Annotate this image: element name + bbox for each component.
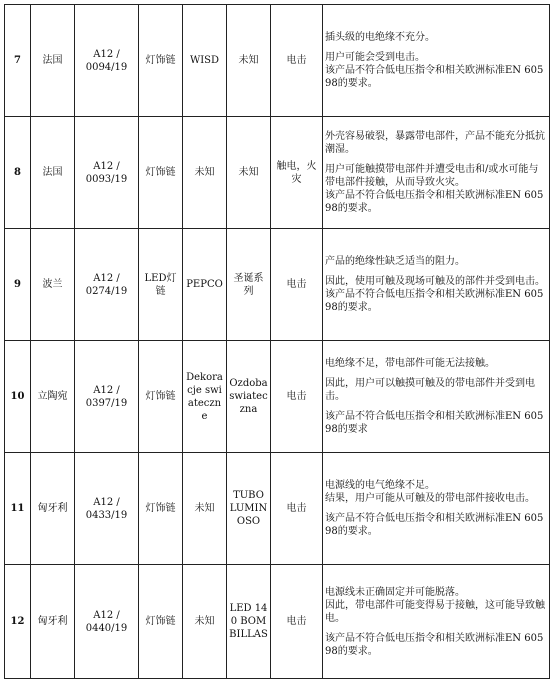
table-row — [5, 229, 550, 341]
brand-cell: WISD — [183, 5, 227, 117]
row-number: 8 — [5, 117, 31, 229]
country-cell: 匈牙利 — [31, 565, 75, 679]
model-cell: 未知 — [227, 5, 271, 117]
description-cell — [323, 341, 550, 453]
description-cell — [323, 229, 550, 341]
recall-table-body — [5, 5, 550, 679]
reference-cell: A12 / 0440/19 — [75, 565, 139, 679]
description-paragraph: 电源线未正确固定并可能脱落。 因此，带电部件可能变得易于接触，这可能导致触电。 — [325, 586, 545, 624]
brand-cell: Dekoracje swiateczne — [183, 341, 227, 453]
product-cell: 灯饰链 — [139, 5, 183, 117]
risk-cell: 电击 — [271, 565, 323, 679]
brand-cell: 未知 — [183, 117, 227, 229]
description-paragraph: 插头级的电绝缘不充分。 — [325, 32, 435, 43]
description-paragraph: 该产品不符合低电压指令和相关欧洲标准EN 60598的要求。 — [325, 513, 544, 537]
model-cell: 未知 — [227, 117, 271, 229]
country-cell: 法国 — [31, 117, 75, 229]
product-cell: 灯饰链 — [139, 341, 183, 453]
description-paragraph: 产品的绝缘性缺乏适当的阻力。 — [325, 256, 465, 267]
description-paragraph: 该产品不符合低电压指令和相关欧洲标准EN 60598的要求。 — [325, 632, 544, 657]
description-paragraph: 电绝缘不足，带电部件可能无法接触。 — [325, 358, 495, 369]
model-cell: 圣诞系列 — [227, 229, 271, 341]
risk-cell: 电击 — [271, 5, 323, 117]
description-paragraph: 因此，使用可触及现场可触及的部件并受到电击。 该产品不符合低电压指令和相关欧洲标准EN 60598的要求。 — [325, 276, 545, 313]
reference-cell: A12 / 0094/19 — [75, 5, 139, 117]
product-cell: 灯饰链 — [139, 117, 183, 229]
country-cell: 波兰 — [31, 229, 75, 341]
table-row — [5, 341, 550, 453]
reference-cell: A12 / 0093/19 — [75, 117, 139, 229]
description-paragraph: 该产品不符合低电压指令和相关欧洲标准EN 60598的要求 — [325, 411, 544, 435]
product-cell: LED灯链 — [139, 229, 183, 341]
brand-cell: PEPCO — [183, 229, 227, 341]
reference-cell: A12 / 0274/19 — [75, 229, 139, 341]
model-cell: TUBO LUMINOSO — [227, 453, 271, 565]
description-paragraph: 电源线的电气绝缘不足。 结果，用户可能从可触及的带电部件接收电击。 — [325, 480, 535, 504]
risk-cell: 电击 — [271, 453, 323, 565]
row-number: 9 — [5, 229, 31, 341]
table-row — [5, 5, 550, 117]
row-number: 10 — [5, 341, 31, 453]
table-row — [5, 565, 550, 679]
country-cell: 立陶宛 — [31, 341, 75, 453]
brand-cell: 未知 — [183, 565, 227, 679]
table-row — [5, 117, 550, 229]
description-cell — [323, 565, 550, 679]
risk-cell: 电击 — [271, 229, 323, 341]
brand-cell: 未知 — [183, 453, 227, 565]
row-number: 7 — [5, 5, 31, 117]
reference-cell: A12 / 0433/19 — [75, 453, 139, 565]
risk-cell: 触电，火灾 — [271, 117, 323, 229]
row-number: 12 — [5, 565, 31, 679]
product-cell: 灯饰链 — [139, 565, 183, 679]
country-cell: 匈牙利 — [31, 453, 75, 565]
description-cell — [323, 453, 550, 565]
description-paragraph: 因此，用户可以触摸可触及的带电部件并受到电击。 — [325, 378, 535, 402]
country-cell: 法国 — [31, 5, 75, 117]
description-paragraph: 外壳容易破裂，暴露带电部件，产品不能充分抵抗潮湿。 — [325, 131, 545, 155]
table-row — [5, 453, 550, 565]
recall-table — [4, 4, 550, 679]
reference-cell: A12 / 0397/19 — [75, 341, 139, 453]
description-cell — [323, 5, 550, 117]
model-cell: Ozdoba swiateczna — [227, 341, 271, 453]
description-cell — [323, 117, 550, 229]
risk-cell: 电击 — [271, 341, 323, 453]
row-number: 11 — [5, 453, 31, 565]
description-paragraph: 用户可能触摸带电部件并遭受电击和/或水可能与带电部件接触，从而导致火灾。 该产品不符合低电压指令和相关欧洲标准EN 60598的要求。 — [325, 164, 544, 214]
description-paragraph: 用户可能会受到电击。 该产品不符合低电压指令和相关欧洲标准EN 60598的要求。 — [325, 52, 544, 89]
model-cell: LED 140 BOMBILLAS — [227, 565, 271, 679]
product-cell: 灯饰链 — [139, 453, 183, 565]
